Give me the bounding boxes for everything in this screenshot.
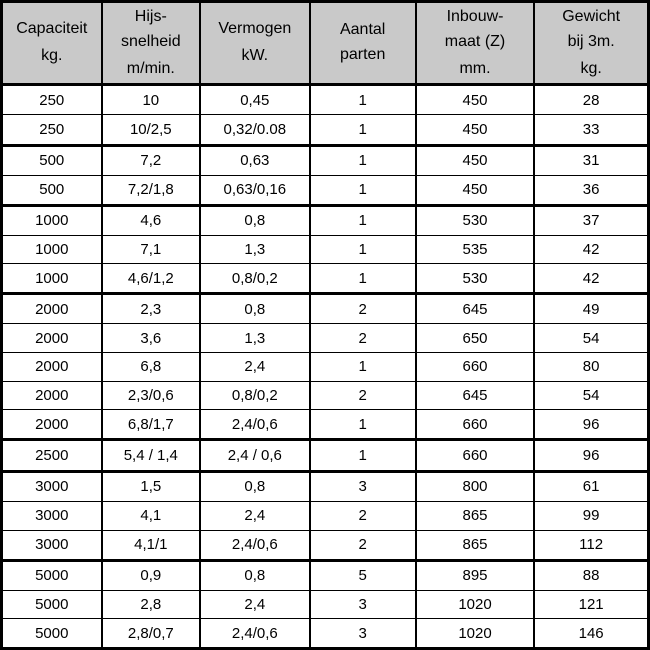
column-header-hijssnelheid xyxy=(102,3,201,85)
table-cell: 5000 xyxy=(3,590,102,619)
table-cell: 3,6 xyxy=(102,324,201,353)
table-cell: 37 xyxy=(534,205,647,235)
column-header-inbouwmaat xyxy=(416,3,534,85)
table-cell: 2000 xyxy=(3,381,102,410)
table-row xyxy=(3,264,647,294)
table-cell: 5,4 / 1,4 xyxy=(102,440,201,472)
table-cell: 54 xyxy=(534,381,647,410)
table-header xyxy=(3,3,647,85)
table-row xyxy=(3,145,647,175)
table-cell: 0,8 xyxy=(200,205,309,235)
table-cell: 1020 xyxy=(416,590,534,619)
table-cell: 535 xyxy=(416,235,534,264)
table-cell: 1 xyxy=(310,235,416,264)
table-cell: 2000 xyxy=(3,294,102,324)
header-line-2: bij 3m. xyxy=(567,32,615,50)
table-cell: 660 xyxy=(416,410,534,440)
table-cell: 1 xyxy=(310,85,416,115)
header-line-1: Capaciteit xyxy=(16,20,88,38)
table-cell: 650 xyxy=(416,324,534,353)
table-cell: 7,1 xyxy=(102,235,201,264)
table-cell: 0,63/0,16 xyxy=(200,175,309,205)
header-line-1: Gewicht xyxy=(562,8,621,25)
table-cell: 660 xyxy=(416,440,534,472)
table-cell: 1,3 xyxy=(200,324,309,353)
column-header-aantal-parten xyxy=(310,3,416,85)
table-cell: 10/2,5 xyxy=(102,115,201,145)
table-cell: 54 xyxy=(534,324,647,353)
table-cell: 450 xyxy=(416,175,534,205)
table-cell: 6,8 xyxy=(102,353,201,382)
table-cell: 96 xyxy=(534,440,647,472)
table-cell: 530 xyxy=(416,264,534,294)
table-cell: 4,6/1,2 xyxy=(102,264,201,294)
table-cell: 2,8/0,7 xyxy=(102,619,201,647)
table-cell: 5000 xyxy=(3,619,102,647)
table-cell: 1 xyxy=(310,440,416,472)
table-row xyxy=(3,502,647,531)
table-cell: 2,3/0,6 xyxy=(102,381,201,410)
table-cell: 645 xyxy=(416,294,534,324)
table-cell: 800 xyxy=(416,471,534,501)
table-cell: 2,4 xyxy=(200,353,309,382)
table-cell: 450 xyxy=(416,115,534,145)
table-row xyxy=(3,85,647,115)
column-header-capaciteit xyxy=(3,3,102,85)
table-row xyxy=(3,440,647,472)
table-row xyxy=(3,560,647,590)
table-row xyxy=(3,235,647,264)
table-cell: 2000 xyxy=(3,324,102,353)
column-header-gewicht xyxy=(534,3,647,85)
table-cell: 865 xyxy=(416,530,534,560)
table-cell: 2,3 xyxy=(102,294,201,324)
table-cell: 500 xyxy=(3,175,102,205)
header-unit: kg. xyxy=(41,47,63,65)
table-cell: 660 xyxy=(416,353,534,382)
header-line-1: Inbouw- xyxy=(446,8,504,25)
specification-table xyxy=(3,3,647,647)
table-cell: 2 xyxy=(310,294,416,324)
header-line-2: parten xyxy=(339,46,386,64)
table-cell: 4,1 xyxy=(102,502,201,531)
table-row xyxy=(3,471,647,501)
table-cell: 3 xyxy=(310,619,416,647)
table-cell: 33 xyxy=(534,115,647,145)
table-row xyxy=(3,205,647,235)
table-cell: 0,32/0.08 xyxy=(200,115,309,145)
table-cell: 865 xyxy=(416,502,534,531)
table-cell: 3000 xyxy=(3,502,102,531)
table-cell: 1,5 xyxy=(102,471,201,501)
table-cell: 36 xyxy=(534,175,647,205)
table-row xyxy=(3,115,647,145)
table-cell: 4,6 xyxy=(102,205,201,235)
table-row xyxy=(3,619,647,647)
table-cell: 7,2 xyxy=(102,145,201,175)
table-cell: 1 xyxy=(310,205,416,235)
table-cell: 1000 xyxy=(3,264,102,294)
table-cell: 3000 xyxy=(3,530,102,560)
table-cell: 1 xyxy=(310,353,416,382)
header-unit: kW. xyxy=(241,47,269,65)
header-line-2: maat (Z) xyxy=(444,32,506,50)
table-cell: 2,4/0,6 xyxy=(200,530,309,560)
table-cell: 2,4 / 0,6 xyxy=(200,440,309,472)
header-row xyxy=(3,3,647,85)
header-unit: mm. xyxy=(459,59,491,77)
table-body xyxy=(3,85,647,647)
table-cell: 80 xyxy=(534,353,647,382)
table-cell: 0,8/0,2 xyxy=(200,264,309,294)
table-cell: 2500 xyxy=(3,440,102,472)
table-cell: 1 xyxy=(310,410,416,440)
header-unit: m/min. xyxy=(126,59,175,77)
table-cell: 895 xyxy=(416,560,534,590)
table-row xyxy=(3,353,647,382)
header-unit: kg. xyxy=(580,59,602,77)
table-cell: 42 xyxy=(534,235,647,264)
header-line-2: snelheid xyxy=(120,32,181,50)
table-cell: 530 xyxy=(416,205,534,235)
table-cell: 0,9 xyxy=(102,560,201,590)
table-cell: 3000 xyxy=(3,471,102,501)
table-cell: 31 xyxy=(534,145,647,175)
table-cell: 645 xyxy=(416,381,534,410)
table-cell: 2,4/0,6 xyxy=(200,619,309,647)
table-cell: 2 xyxy=(310,530,416,560)
table-cell: 0,8/0,2 xyxy=(200,381,309,410)
table-cell: 450 xyxy=(416,145,534,175)
table-cell: 0,8 xyxy=(200,471,309,501)
table-cell: 7,2/1,8 xyxy=(102,175,201,205)
table-row xyxy=(3,381,647,410)
table-cell: 96 xyxy=(534,410,647,440)
table-cell: 42 xyxy=(534,264,647,294)
table-cell: 0,45 xyxy=(200,85,309,115)
header-line-1: Vermogen xyxy=(218,20,292,38)
table-cell: 99 xyxy=(534,502,647,531)
table-cell: 250 xyxy=(3,85,102,115)
table-cell: 2,4 xyxy=(200,502,309,531)
table-row xyxy=(3,324,647,353)
column-header-vermogen xyxy=(200,3,309,85)
table-cell: 1 xyxy=(310,175,416,205)
table-cell: 61 xyxy=(534,471,647,501)
table-cell: 0,8 xyxy=(200,560,309,590)
table-cell: 1000 xyxy=(3,205,102,235)
table-cell: 2,8 xyxy=(102,590,201,619)
table-row xyxy=(3,410,647,440)
table-cell: 5 xyxy=(310,560,416,590)
table-row xyxy=(3,530,647,560)
table-cell: 49 xyxy=(534,294,647,324)
table-cell: 4,1/1 xyxy=(102,530,201,560)
header-line-1: Aantal xyxy=(339,21,386,39)
table-row xyxy=(3,175,647,205)
table-row xyxy=(3,590,647,619)
table-cell: 450 xyxy=(416,85,534,115)
table-row xyxy=(3,294,647,324)
table-cell: 2000 xyxy=(3,410,102,440)
table-cell: 88 xyxy=(534,560,647,590)
table-cell: 121 xyxy=(534,590,647,619)
table-cell: 500 xyxy=(3,145,102,175)
header-line-1: Hijs- xyxy=(134,8,167,25)
table-cell: 1020 xyxy=(416,619,534,647)
table-cell: 3 xyxy=(310,590,416,619)
table-cell: 2,4/0,6 xyxy=(200,410,309,440)
table-cell: 28 xyxy=(534,85,647,115)
table-cell: 2 xyxy=(310,324,416,353)
table-cell: 0,8 xyxy=(200,294,309,324)
table-cell: 3 xyxy=(310,471,416,501)
table-cell: 146 xyxy=(534,619,647,647)
table-cell: 0,63 xyxy=(200,145,309,175)
table-cell: 1000 xyxy=(3,235,102,264)
table-cell: 1 xyxy=(310,145,416,175)
table-cell: 2 xyxy=(310,381,416,410)
table-cell: 5000 xyxy=(3,560,102,590)
table-cell: 2000 xyxy=(3,353,102,382)
table-cell: 1 xyxy=(310,115,416,145)
table-cell: 1 xyxy=(310,264,416,294)
table-cell: 10 xyxy=(102,85,201,115)
table-cell: 250 xyxy=(3,115,102,145)
table-cell: 2 xyxy=(310,502,416,531)
table-cell: 6,8/1,7 xyxy=(102,410,201,440)
table-cell: 112 xyxy=(534,530,647,560)
table-cell: 1,3 xyxy=(200,235,309,264)
table-cell: 2,4 xyxy=(200,590,309,619)
